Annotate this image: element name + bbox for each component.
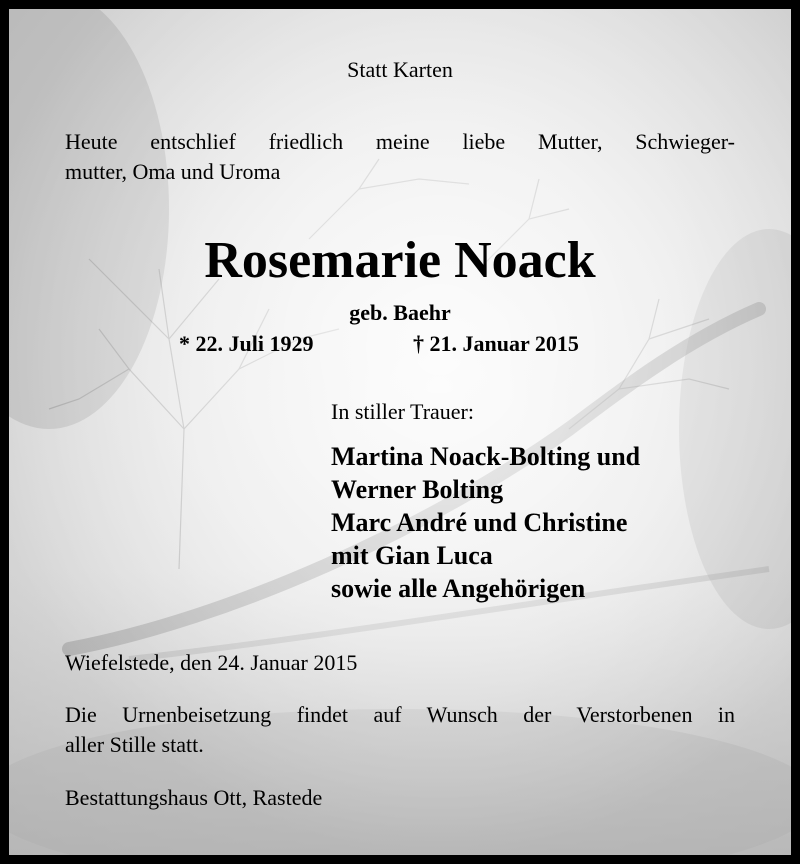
mourner-name: Martina Noack-Bolting und	[331, 442, 641, 471]
place-and-date: Wiefelstede, den 24. Januar 2015	[65, 650, 358, 675]
intro-text-line-2: mutter, Oma und Uroma	[65, 159, 281, 184]
mourner-name: Marc André und Christine	[331, 508, 628, 537]
notice-content	[9, 9, 791, 855]
burial-note-line-2: aller Stille statt.	[65, 732, 204, 757]
notice-heading: Statt Karten	[347, 57, 453, 82]
mourner-name: sowie alle Angehörigen	[331, 574, 586, 603]
birth-name: geb. Baehr	[349, 300, 451, 325]
intro-text-line-1: Heute entschlief friedlich meine liebe Mutter, Schwieger-	[65, 129, 735, 154]
mourners-list	[331, 440, 640, 605]
mourner-name: mit Gian Luca	[331, 541, 493, 570]
death-date: † 21. Januar 2015	[413, 331, 579, 356]
mourning-label: In stiller Trauer:	[331, 399, 474, 424]
life-dates	[9, 331, 791, 361]
undertaker: Bestattungshaus Ott, Rastede	[65, 785, 323, 810]
birth-date: * 22. Juli 1929	[179, 331, 314, 356]
deceased-name: Rosemarie Noack	[204, 232, 596, 289]
mourner-name: Werner Bolting	[331, 475, 504, 504]
burial-note-line-1: Die Urnenbeisetzung findet auf Wunsch der Verstorbenen in	[65, 702, 735, 727]
